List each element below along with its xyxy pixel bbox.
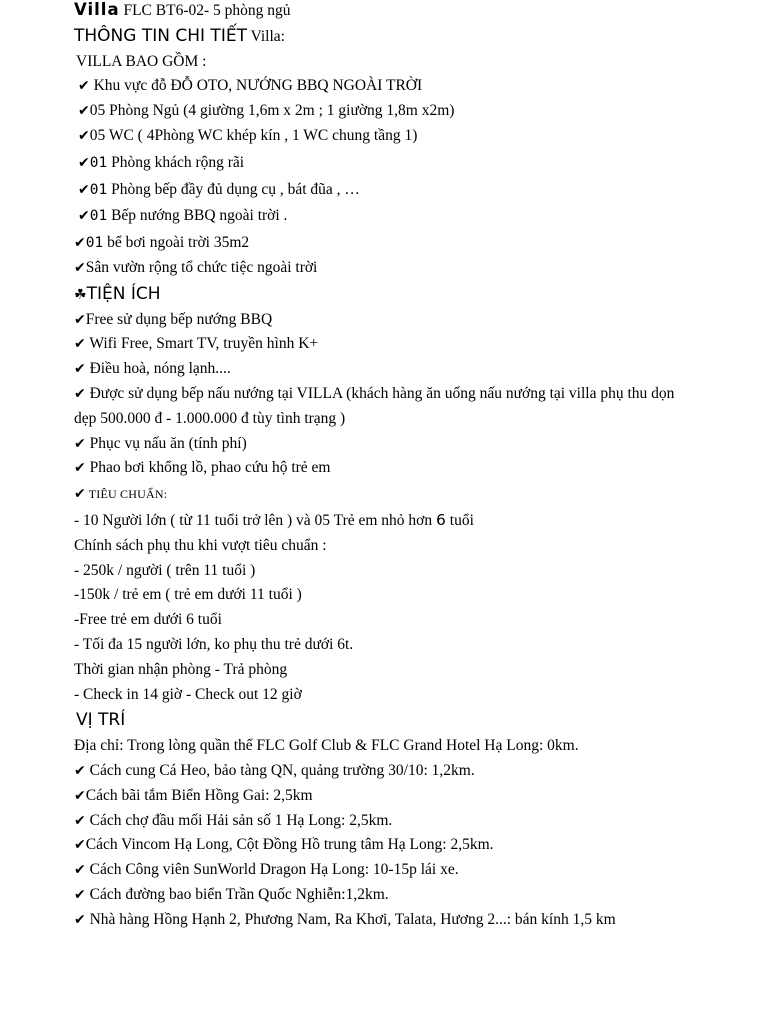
- amenities-title: TIỆN ÍCH: [86, 283, 161, 304]
- check-icon: ✔: [78, 208, 90, 225]
- includes-heading: [74, 50, 694, 75]
- list-item: - Tối đa 15 người lớn, ko phụ thu trẻ dưới 6t.: [74, 635, 354, 653]
- list-item: ✔ Điều hoà, nóng lạnh....: [74, 360, 231, 378]
- check-icon: ✔: [74, 886, 86, 903]
- check-icon: ✔: [78, 103, 90, 120]
- check-icon: ✔: [74, 385, 86, 402]
- list-item: ✔ Khu vực đỗ ĐỖ OTO, NƯỚNG BBQ NGOÀI TRỜI: [78, 77, 423, 95]
- list-item: ✔05 Phòng Ngủ (4 giường 1,6m x 2m ; 1 giường 1,8m x2m): [78, 102, 455, 120]
- list-item: ✔ Cách cung Cá Heo, bảo tàng QN, quảng trường 30/10: 1,2km.: [74, 761, 475, 779]
- list-item: ✔ Nhà hàng Hồng Hạnh 2, Phương Nam, Ra Khơi, Talata, Hương 2...: bán kính 1,5 km: [74, 910, 616, 928]
- check-icon: ✔: [74, 435, 86, 452]
- check-icon: ✔: [74, 259, 86, 276]
- check-icon: ✔: [74, 361, 86, 378]
- list-item: ✔Cách bãi tắm Biển Hồng Gai: 2,5km: [74, 786, 313, 804]
- checkin-line: - Check in 14 giờ - Check out 12 giờ: [74, 685, 302, 703]
- list-item: ✔01 bể bơi ngoài trời 35m2: [74, 234, 250, 252]
- villa-title: [74, 0, 694, 24]
- check-icon: ✔: [74, 762, 86, 779]
- detail-heading-rest: Villa:: [246, 27, 285, 45]
- list-item: ✔ Phao bơi khổng lồ, phao cứu hộ trẻ em: [74, 459, 331, 477]
- standard-heading: [74, 482, 694, 507]
- standard-label: TIÊU CHUẨN:: [85, 487, 168, 502]
- list-item: ✔Sân vườn rộng tổ chức tiệc ngoài trời: [74, 258, 318, 276]
- list-item: - 250k / người ( trên 11 tuổi ): [74, 561, 256, 579]
- list-item: ✔ Cách đường bao biển Trần Quốc Nghiễn:1,2km.: [74, 885, 389, 903]
- amenities-heading: [74, 282, 694, 308]
- shamrock-icon: ☘: [74, 286, 87, 303]
- check-icon: ✔: [78, 78, 90, 95]
- includes-label: VILLA BAO GỒM :: [76, 52, 207, 70]
- location-heading: [74, 708, 694, 734]
- list-item: ✔ Wifi Free, Smart TV, truyền hình K+: [74, 335, 319, 353]
- check-icon: ✔: [74, 486, 86, 503]
- detail-heading-bold: THÔNG TIN CHI TIẾT: [74, 25, 247, 46]
- check-icon: ✔: [74, 911, 86, 928]
- location-title: VỊ TRÍ: [76, 710, 126, 731]
- check-icon: ✔: [74, 787, 86, 804]
- list-item: ✔01 Phòng khách rộng rãi: [78, 153, 245, 171]
- list-item: ✔Free sử dụng bếp nướng BBQ: [74, 310, 273, 328]
- detail-heading: [74, 24, 694, 50]
- list-item: ✔01 Phòng bếp đầy đủ dụng cụ , bát đũa , …: [78, 180, 360, 198]
- list-item: ✔01 Bếp nướng BBQ ngoài trời .: [78, 207, 288, 225]
- list-item: -150k / trẻ em ( trẻ em dưới 11 tuổi ): [74, 586, 302, 604]
- check-icon: ✔: [74, 460, 86, 477]
- check-icon: ✔: [74, 311, 86, 328]
- list-item: ✔ Phục vụ nấu ăn (tính phí): [74, 434, 247, 452]
- list-item: ✔05 WC ( 4Phòng WC khép kín , 1 WC chung tầng 1): [78, 126, 418, 144]
- check-icon: ✔: [74, 812, 86, 829]
- document-body: [74, 0, 694, 932]
- address-line: Địa chỉ: Trong lòng quần thể FLC Golf Club & FLC Grand Hotel Hạ Long: 0km.: [74, 737, 579, 755]
- check-icon: ✔: [74, 235, 86, 252]
- check-icon: ✔: [78, 127, 90, 144]
- standard-line: - 10 Người lớn ( từ 11 tuổi trở lên ) và 05 Trẻ em nhỏ hơn 6 tuổi: [74, 510, 474, 529]
- villa-word: Villa: [74, 0, 120, 19]
- check-icon: ✔: [74, 862, 86, 879]
- check-icon: ✔: [74, 837, 86, 854]
- villa-title-rest: FLC BT6-02- 5 phòng ngủ: [119, 2, 291, 19]
- checkin-heading: Thời gian nhận phòng - Trả phòng: [74, 660, 288, 678]
- check-icon: ✔: [74, 336, 86, 353]
- list-item: ✔Cách Vincom Hạ Long, Cột Đồng Hồ trung tâm Hạ Long: 2,5km.: [74, 836, 494, 854]
- surcharge-heading: Chính sách phụ thu khi vượt tiêu chuẩn :: [74, 536, 327, 554]
- list-item: ✔ Được sử dụng bếp nấu nướng tại VILLA (khách hàng ăn uống nấu nướng tại villa phụ thu dọn dẹp 500.000 đ - 1.000.000 đ tùy tình trạng ): [74, 384, 675, 427]
- list-item: ✔ Cách Công viên SunWorld Dragon Hạ Long: 10-15p lái xe.: [74, 861, 459, 879]
- check-icon: ✔: [78, 181, 90, 198]
- check-icon: ✔: [78, 154, 90, 171]
- list-item: ✔ Cách chợ đầu mối Hải sản số 1 Hạ Long: 2,5km.: [74, 811, 393, 829]
- list-item: -Free trẻ em dưới 6 tuổi: [74, 611, 222, 629]
